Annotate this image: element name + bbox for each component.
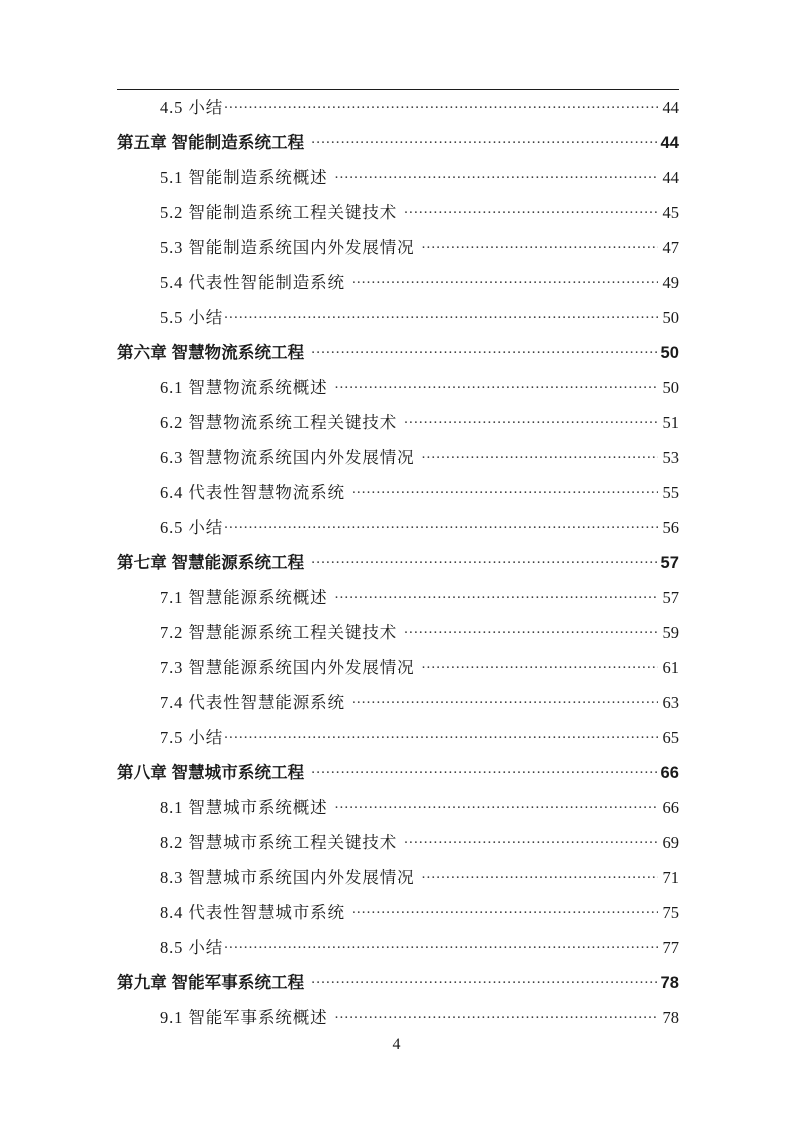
toc-dot-leader: [352, 482, 658, 499]
toc-chapter-entry[interactable]: [117, 759, 679, 794]
toc-entry-page-number: 44: [662, 168, 679, 187]
toc-entry-page-number: 56: [662, 518, 679, 537]
toc-entry-label: 8.4 代表性智慧城市系统: [160, 903, 345, 922]
toc-section-entry[interactable]: [117, 689, 679, 724]
toc-entry-page-number: 49: [662, 273, 679, 292]
toc-entry-label: 5.4 代表性智能制造系统: [160, 273, 345, 292]
toc-entry-label: 8.3 智慧城市系统国内外发展情况: [160, 868, 415, 887]
toc-dot-leader: [335, 167, 658, 184]
toc-section-entry[interactable]: [117, 584, 679, 619]
toc-entry-page-number: 66: [660, 764, 679, 782]
toc-dot-leader: [335, 377, 658, 394]
toc-section-entry[interactable]: [117, 619, 679, 654]
toc-section-entry[interactable]: [117, 1004, 679, 1039]
toc-chapter-entry[interactable]: [117, 549, 679, 584]
toc-dot-leader: [352, 902, 658, 919]
toc-entry-label: 7.2 智慧能源系统工程关键技术: [160, 623, 398, 642]
toc-dot-leader: [422, 447, 658, 464]
toc-dot-leader: [311, 762, 658, 779]
footer-page-number: 4: [392, 1036, 401, 1053]
table-of-contents: [117, 94, 679, 1039]
header-divider-rule: [117, 89, 679, 90]
toc-entry-label: 8.2 智慧城市系统工程关键技术: [160, 833, 398, 852]
toc-section-entry[interactable]: [117, 794, 679, 829]
toc-chapter-entry[interactable]: [117, 339, 679, 374]
toc-section-entry[interactable]: [117, 899, 679, 934]
toc-entry-page-number: 65: [662, 728, 679, 747]
toc-dot-leader: [335, 1007, 658, 1024]
toc-dot-leader: [404, 832, 658, 849]
toc-entry-label: 7.5 小结: [160, 728, 224, 747]
toc-dot-leader: [224, 517, 658, 534]
toc-entry-label: 4.5 小结: [160, 98, 224, 117]
toc-section-entry[interactable]: [117, 829, 679, 864]
toc-entry-label: 5.5 小结: [160, 308, 224, 327]
toc-dot-leader: [422, 867, 658, 884]
toc-section-entry[interactable]: [117, 269, 679, 304]
toc-dot-leader: [224, 727, 658, 744]
toc-entry-label: 5.3 智能制造系统国内外发展情况: [160, 238, 415, 257]
toc-dot-leader: [422, 657, 658, 674]
toc-section-entry[interactable]: [117, 164, 679, 199]
toc-section-entry[interactable]: [117, 199, 679, 234]
toc-dot-leader: [404, 412, 658, 429]
toc-entry-page-number: 50: [662, 378, 679, 397]
toc-entry-page-number: 78: [662, 1008, 679, 1027]
toc-entry-label: 6.5 小结: [160, 518, 224, 537]
toc-entry-page-number: 75: [662, 903, 679, 922]
toc-entry-page-number: 47: [662, 238, 679, 257]
toc-section-entry[interactable]: [117, 654, 679, 689]
toc-chapter-entry[interactable]: [117, 969, 679, 1004]
toc-dot-leader: [224, 307, 658, 324]
toc-dot-leader: [422, 237, 658, 254]
toc-entry-label: 8.5 小结: [160, 938, 224, 957]
toc-entry-label: 7.1 智慧能源系统概述: [160, 588, 328, 607]
toc-entry-page-number: 78: [660, 974, 679, 992]
toc-entry-page-number: 55: [662, 483, 679, 502]
toc-entry-label: 第六章 智慧物流系统工程: [117, 344, 305, 362]
toc-entry-page-number: 69: [662, 833, 679, 852]
toc-entry-label: 第七章 智慧能源系统工程: [117, 554, 305, 572]
toc-dot-leader: [311, 552, 658, 569]
toc-chapter-entry[interactable]: [117, 129, 679, 164]
toc-entry-page-number: 63: [662, 693, 679, 712]
toc-section-entry[interactable]: [117, 934, 679, 969]
toc-entry-page-number: 77: [662, 938, 679, 957]
toc-dot-leader: [335, 587, 658, 604]
toc-entry-page-number: 44: [662, 98, 679, 117]
toc-entry-label: 9.1 智能军事系统概述: [160, 1008, 328, 1027]
toc-section-entry[interactable]: [117, 864, 679, 899]
toc-entry-label: 第九章 智能军事系统工程: [117, 974, 305, 992]
toc-dot-leader: [404, 202, 658, 219]
toc-dot-leader: [352, 272, 658, 289]
toc-entry-page-number: 50: [662, 308, 679, 327]
toc-dot-leader: [311, 132, 658, 149]
toc-entry-label: 5.2 智能制造系统工程关键技术: [160, 203, 398, 222]
toc-entry-page-number: 61: [662, 658, 679, 677]
toc-section-entry[interactable]: [117, 234, 679, 269]
toc-section-entry[interactable]: [117, 374, 679, 409]
toc-dot-leader: [311, 972, 658, 989]
toc-section-entry[interactable]: [117, 514, 679, 549]
toc-dot-leader: [224, 937, 658, 954]
toc-section-entry[interactable]: [117, 444, 679, 479]
toc-entry-label: 7.4 代表性智慧能源系统: [160, 693, 345, 712]
toc-section-entry[interactable]: [117, 304, 679, 339]
toc-entry-page-number: 50: [660, 344, 679, 362]
toc-entry-page-number: 44: [660, 134, 679, 152]
toc-entry-label: 第八章 智慧城市系统工程: [117, 764, 305, 782]
toc-dot-leader: [311, 342, 658, 359]
toc-entry-page-number: 71: [662, 868, 679, 887]
toc-section-entry[interactable]: [117, 409, 679, 444]
toc-dot-leader: [404, 622, 658, 639]
toc-entry-page-number: 51: [662, 413, 679, 432]
toc-entry-label: 6.3 智慧物流系统国内外发展情况: [160, 448, 415, 467]
toc-entry-page-number: 59: [662, 623, 679, 642]
toc-dot-leader: [352, 692, 658, 709]
toc-entry-page-number: 57: [660, 554, 679, 572]
toc-entry-label: 8.1 智慧城市系统概述: [160, 798, 328, 817]
toc-entry-label: 5.1 智能制造系统概述: [160, 168, 328, 187]
toc-entry-label: 7.3 智慧能源系统国内外发展情况: [160, 658, 415, 677]
toc-dot-leader: [224, 97, 658, 114]
toc-entry-label: 6.2 智慧物流系统工程关键技术: [160, 413, 398, 432]
toc-entry-page-number: 45: [662, 203, 679, 222]
toc-entry-page-number: 53: [662, 448, 679, 467]
toc-entry-page-number: 66: [662, 798, 679, 817]
toc-entry-label: 6.4 代表性智慧物流系统: [160, 483, 345, 502]
toc-entry-page-number: 57: [662, 588, 679, 607]
toc-section-entry[interactable]: [117, 94, 679, 129]
toc-entry-label: 第五章 智能制造系统工程: [117, 134, 305, 152]
toc-entry-label: 6.1 智慧物流系统概述: [160, 378, 328, 397]
toc-section-entry[interactable]: [117, 479, 679, 514]
toc-section-entry[interactable]: [117, 724, 679, 759]
toc-dot-leader: [335, 797, 658, 814]
